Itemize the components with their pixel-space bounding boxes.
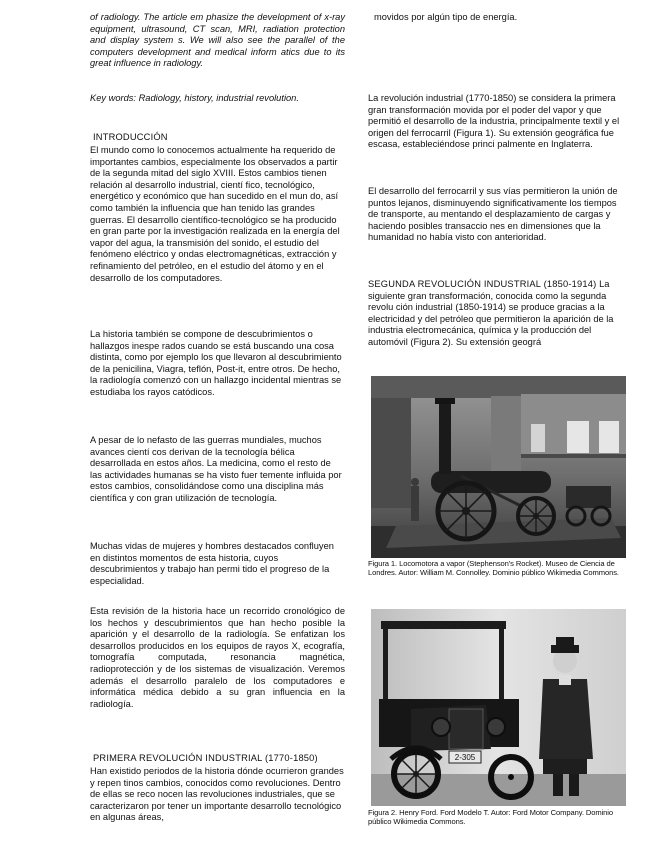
- right-paragraph-2: El desarrollo del ferrocarril y sus vías permitieron la unión de puntos lejanos, disminuyendo significativamente los tiempos de transporte, au mentando el desplazamiento de cargas y haciendo posibles transaccio nes en dimensiones que la humanidad no había visto con anterioridad.: [368, 186, 618, 243]
- intro-paragraph-4: Muchas vidas de mujeres y hombres destacados confluyen en distintos momentos de esta historia, cuyos descubrimientos y trabajo han permi tido el progreso de la especialidad.: [90, 541, 334, 586]
- right-paragraph-1: La revolución industrial (1770-1850) se considera la primera gran transformación movida por el poder del vapor y que permitió el desarrollo de la industria, principalmente textil y el origen del ferrocarril (Figura 1). Su extensión geográfica fue escasa, estableciéndose princi palmente en Inglaterra.: [368, 93, 620, 150]
- first-revolution-paragraph: Han existido periodos de la historia dónde ocurrieron grandes y repen tinos cambios, conocidos como revoluciones. Dentro de ellas se reco nocen las revoluciones industriales, que se caracterizaron por tener un importante desarrollo tecnológico en algunas áreas,: [90, 766, 344, 823]
- first-revolution-heading: PRIMERA REVOLUCIÓN INDUSTRIAL (1770-1850): [93, 753, 318, 763]
- figure-1-caption: Figura 1. Locomotora a vapor (Stephenson's Rocket). Museo de Ciencia de Londres. Autor: William M. Connolley. Dominio público Wikimedia Commons.: [368, 559, 619, 578]
- intro-paragraph-1: El mundo como lo conocemos actualmente ha requerido de importantes cambios, especialmente los observados a partir de la segunda mitad del siglo XVIII. Estos cambios tienen relación al desarrollo industrial, cientí fico, tecnológico, energético y económico que han sucedido en el mun do, así como también la influencia que han tenido las grandes guerras. El desarrollo científico-tecnológico se ha producido en gran parte por la investigación realizada en la energía del vapor del agua, la transmisión del sonido, el estudio del fenómeno eléctrico y ondas electromagnéticas, extracción y refinamiento del petróleo, en el estudio del átomo y en el desarrollo de los computadores.: [90, 145, 340, 283]
- intro-heading: INTRODUCCIÓN: [93, 132, 168, 142]
- figure-1-locomotive-photo: [371, 376, 626, 558]
- intro-paragraph-5: Esta revisión de la historia hace un recorrido cronológico de los hechos y descubrimientos que han hecho posible la aparición y el desarrollo de la radiología. Se enfatizan los desarrollos producidos en los equipos de rayos X, ecografía, tomografía computada, resonancia magnética, radioprotección y de los sistemas de visualización. Veremos además el desarrollo paralelo de los computadores e informática médica debido a su gran influencia en la radiología.: [90, 606, 345, 709]
- intro-paragraph-2: La historia también se compone de descubrimientos o hallazgos inespe rados cuando se está buscando una cosa distinta, como por ejemplo los que llevaron al descubrimiento de la penicilina, Viagra, teflón, Post-it, entre otros. De hecho, la radiología comenzó con un hallazgo incidental mientras se estudiaba los rayos catódicos.: [90, 329, 342, 397]
- figure-2-caption: Figura 2. Henry Ford. Ford Modelo T. Autor: Ford Motor Company. Dominio público Wikimedia Commons.: [368, 808, 613, 827]
- ford-model-t-illustration: [371, 609, 626, 806]
- second-revolution-heading: SEGUNDA REVOLUCIÓN INDUSTRIAL (1850-1914): [368, 279, 597, 289]
- keywords: Key words: Radiology, history, industrial revolution.: [90, 93, 299, 103]
- intro-paragraph-3: A pesar de lo nefasto de las guerras mundiales, muchos avances cientí cos derivan de la tecnología bélica desarrollada en estos años. La medicina, como el resto de las actividades humanas se ha visto fuer temente influida por estos cambios, consolidándose como una disciplina más científica y con gran utilización de tecnología.: [90, 435, 342, 503]
- abstract-end: of radiology. The article em phasize the development of x-ray equipment, ultrasound, CT scan, MRI, radiation protection and display system s. We will also see the parallel of the computers development and medical inform atics due to its great influence in radiology.: [90, 12, 345, 69]
- second-revolution-block: [368, 279, 626, 349]
- right-top-line: movidos por algún tipo de energía.: [374, 12, 518, 22]
- locomotive-illustration: [371, 376, 626, 558]
- figure-2-ford-photo: [371, 609, 626, 806]
- second-revolution-paragraph: La siguiente gran transformación, conocida como la segunda revolu ción industrial (1850-1914) se produce gracias a la electricidad y del petróleo que permitieron la aparición de la industria electromecánica, química y la producción del automóvil (Figura 2). Su extensión geográ: [368, 279, 614, 347]
- license-plate-text: 2-305: [454, 753, 476, 762]
